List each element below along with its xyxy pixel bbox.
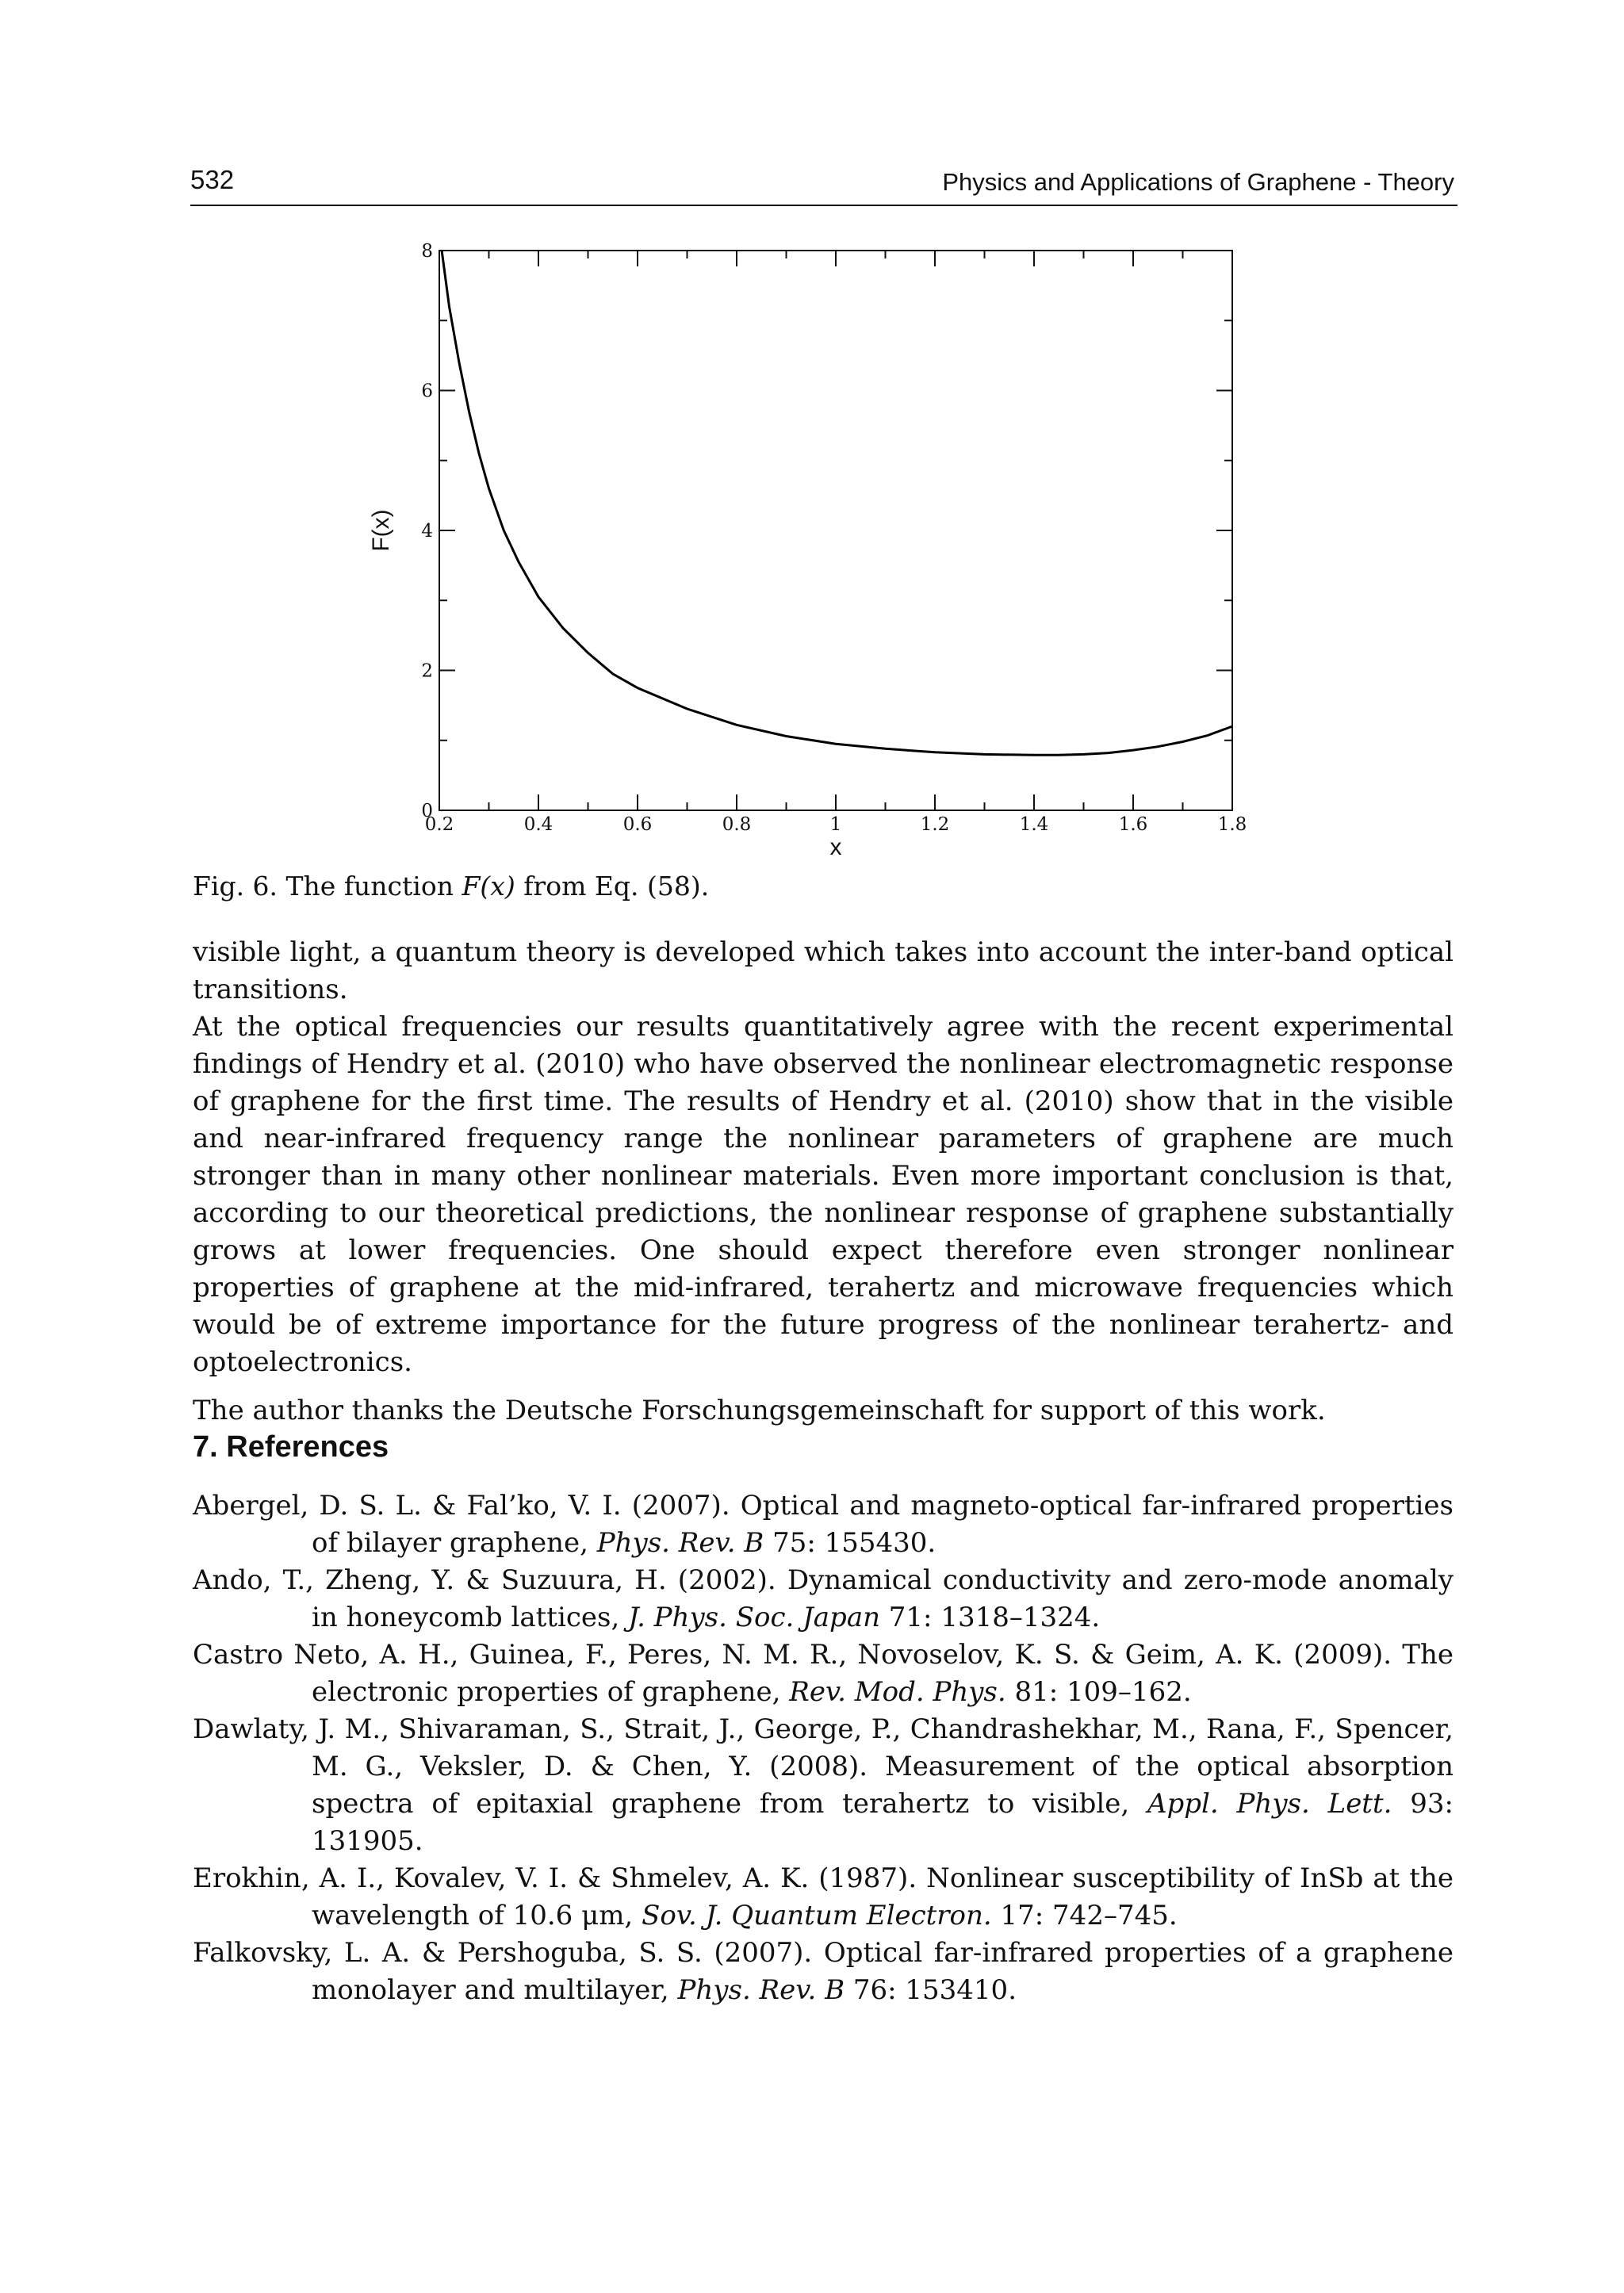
y-tick-label: 8 xyxy=(421,241,433,262)
x-axis-label: x xyxy=(829,834,842,860)
caption-math: F(x) xyxy=(462,871,515,902)
reference-list xyxy=(193,1487,1454,2009)
plot-frame xyxy=(439,251,1232,810)
y-tick-label: 0 xyxy=(421,801,433,821)
x-tick-label: 1.6 xyxy=(1118,814,1148,835)
figure-chart xyxy=(365,235,1277,869)
reference-item: Abergel, D. S. L. & Fal’ko, V. I. (2007). Optical and magneto-optical far-infrared properties of bilayer graphene, Phys. Rev. B 75: 155430. xyxy=(193,1490,1454,1559)
y-tick-label: 6 xyxy=(421,381,433,402)
body-text xyxy=(193,934,1454,1430)
reference-item: Dawlaty, J. M., Shivaraman, S., Strait, J., George, P., Chandrashekhar, M., Rana, F., Spencer, M. G., Veksler, D. & Chen, Y. (2008). Measurement of the optical absorption spectra of epitaxial graphene from terahertz to visible, Appl. Phys. Lett. 93: 131905. xyxy=(193,1713,1454,1857)
caption-prefix: Fig. 6. The function xyxy=(193,871,462,902)
y-tick-label: 2 xyxy=(421,660,433,682)
reference-item: Castro Neto, A. H., Guinea, F., Peres, N. M. R., Novoselov, K. S. & Geim, A. K. (2009). The electronic properties of graphene, Rev. Mod. Phys. 81: 109–162. xyxy=(193,1639,1454,1708)
reference-item: Erokhin, A. I., Kovalev, V. I. & Shmelev, A. K. (1987). Nonlinear susceptibility of InSb at the wavelength of 10.6 μm, Sov. J. Quantum Electron. 17: 742–745. xyxy=(193,1862,1454,1931)
paragraph: visible light, a quantum theory is developed which takes into account the inter-band optical transitions. xyxy=(193,936,1454,1005)
y-axis-label: F(x) xyxy=(368,509,394,552)
y-tick-label: 4 xyxy=(421,521,433,542)
x-tick-label: 1 xyxy=(829,814,842,835)
page-header xyxy=(190,165,1457,206)
x-tick-label: 0.4 xyxy=(523,814,553,835)
x-tick-label: 1.4 xyxy=(1019,814,1049,835)
x-tick-label: 0.6 xyxy=(622,814,653,835)
x-tick-label: 1.8 xyxy=(1217,814,1247,835)
caption-suffix: from Eq. (58). xyxy=(515,871,710,902)
reference-item: Ando, T., Zheng, Y. & Suzuura, H. (2002). Dynamical conductivity and zero-mode anomaly in honeycomb lattices, J. Phys. Soc. Japan 71: 1318–1324. xyxy=(193,1564,1454,1633)
reference-item: Falkovsky, L. A. & Pershoguba, S. S. (2007). Optical far-infrared properties of a graphene monolayer and multilayer, Phys. Rev. B 76: 153410. xyxy=(193,1937,1454,2006)
paragraph: At the optical frequencies our results quantitatively agree with the recent experimental findings of Hendry et al. (2010) who have observed the nonlinear electromagnetic response of graphene for the first time. The results of Hendry et al. (2010) show that in the visible and near-infrared frequency range the nonlinear parameters of graphene are much stronger than in many other nonlinear materials. Even more important conclusion is that, according to our theoretical predictions, the nonlinear response of graphene substantially grows at lower frequencies. One should expect therefore even stronger nonlinear properties of graphene at the mid-infrared, terahertz and microwave frequencies which would be of extreme importance for the future progress of the nonlinear terahertz- and optoelectronics. xyxy=(193,1011,1454,1378)
page-number: 532 xyxy=(190,165,235,194)
paragraph: The author thanks the Deutsche Forschungsgemeinschaft for support of this work. xyxy=(193,1395,1326,1426)
x-tick-label: 1.2 xyxy=(920,814,950,835)
section-heading: 7. References xyxy=(193,1430,389,1464)
series-line-fx xyxy=(442,251,1232,755)
figure-caption xyxy=(193,871,709,902)
axis-ticks xyxy=(439,251,1232,810)
running-title: Physics and Applications of Graphene - Theory xyxy=(942,168,1454,196)
x-tick-label: 0.8 xyxy=(722,814,752,835)
x-tick-label: 0.2 xyxy=(424,814,454,835)
tick-labels xyxy=(421,241,1247,835)
chart-svg xyxy=(365,235,1277,869)
